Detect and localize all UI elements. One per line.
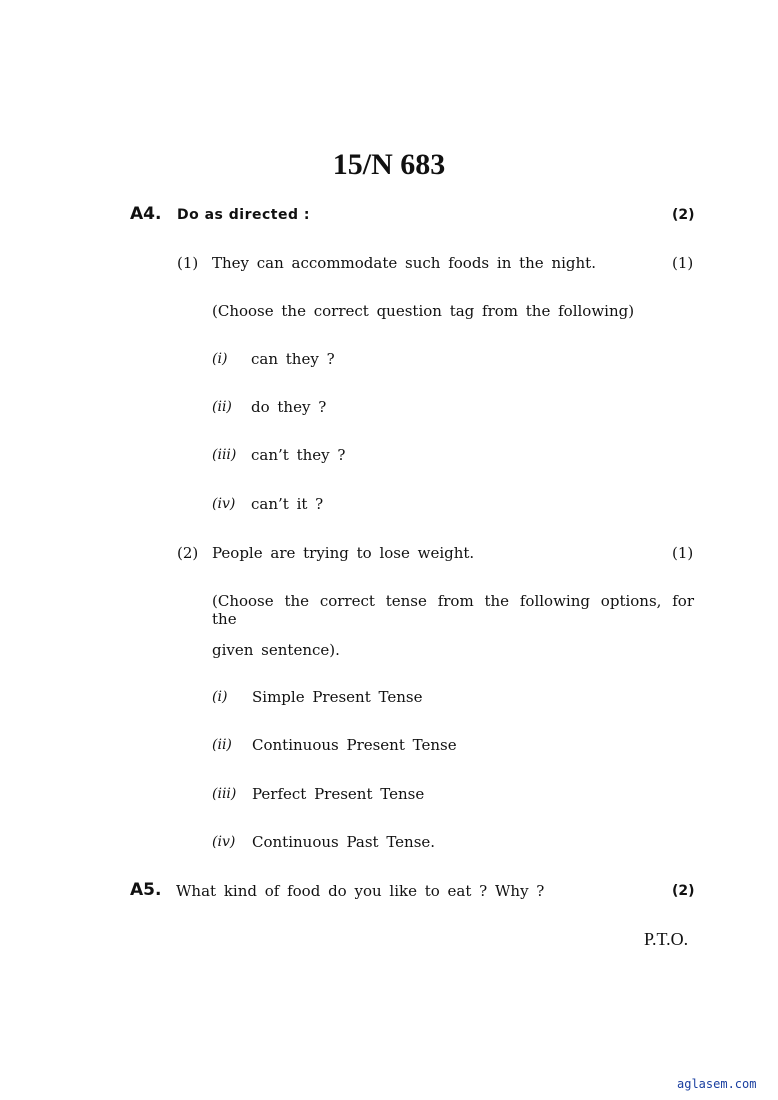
part-1-marks: (1) <box>672 254 694 272</box>
watermark-footer: aglasem.com <box>677 1077 757 1091</box>
marks-a5: (2) <box>672 883 695 899</box>
option-text: Continuous Past Tense. <box>252 833 436 851</box>
part-1-text: They can accommodate such foods in the night. <box>212 254 596 272</box>
part-2-text: People are trying to lose weight. <box>212 544 475 562</box>
paper-code: 15/N 683 <box>332 148 446 181</box>
part-number-1: (1) <box>177 254 199 272</box>
option-text: can’t it ? <box>251 495 324 513</box>
question-heading-a4: Do as directed : <box>177 207 310 223</box>
option-label: (i) <box>212 689 228 705</box>
part-2-marks: (1) <box>672 544 694 562</box>
question-number-a4: A4. <box>130 204 162 224</box>
question-text-a5: What kind of food do you like to eat ? Why ? <box>176 882 545 900</box>
option-label: (iv) <box>212 834 236 850</box>
pto-label: P.T.O. <box>644 929 689 949</box>
marks-a4: (2) <box>672 207 695 223</box>
question-number-a5: A5. <box>130 880 162 900</box>
option-label: (ii) <box>212 737 232 753</box>
option-text: can they ? <box>251 350 335 368</box>
part-1-instruction: (Choose the correct question tag from the following) <box>212 302 635 320</box>
option-label: (iii) <box>212 447 237 463</box>
option-text: do they ? <box>251 398 327 416</box>
option-label: (i) <box>212 351 228 367</box>
option-text: Continuous Present Tense <box>252 736 457 754</box>
option-label: (ii) <box>212 399 232 415</box>
option-text: can’t they ? <box>251 446 346 464</box>
option-label: (iii) <box>212 786 237 802</box>
part-2-instruction-cont: given sentence). <box>212 641 340 659</box>
part-2-instruction: (Choose the correct tense from the following options, for the <box>212 592 694 628</box>
option-text: Simple Present Tense <box>252 688 423 706</box>
part-number-2: (2) <box>177 544 199 562</box>
option-label: (iv) <box>212 496 236 512</box>
option-text: Perfect Present Tense <box>252 785 425 803</box>
